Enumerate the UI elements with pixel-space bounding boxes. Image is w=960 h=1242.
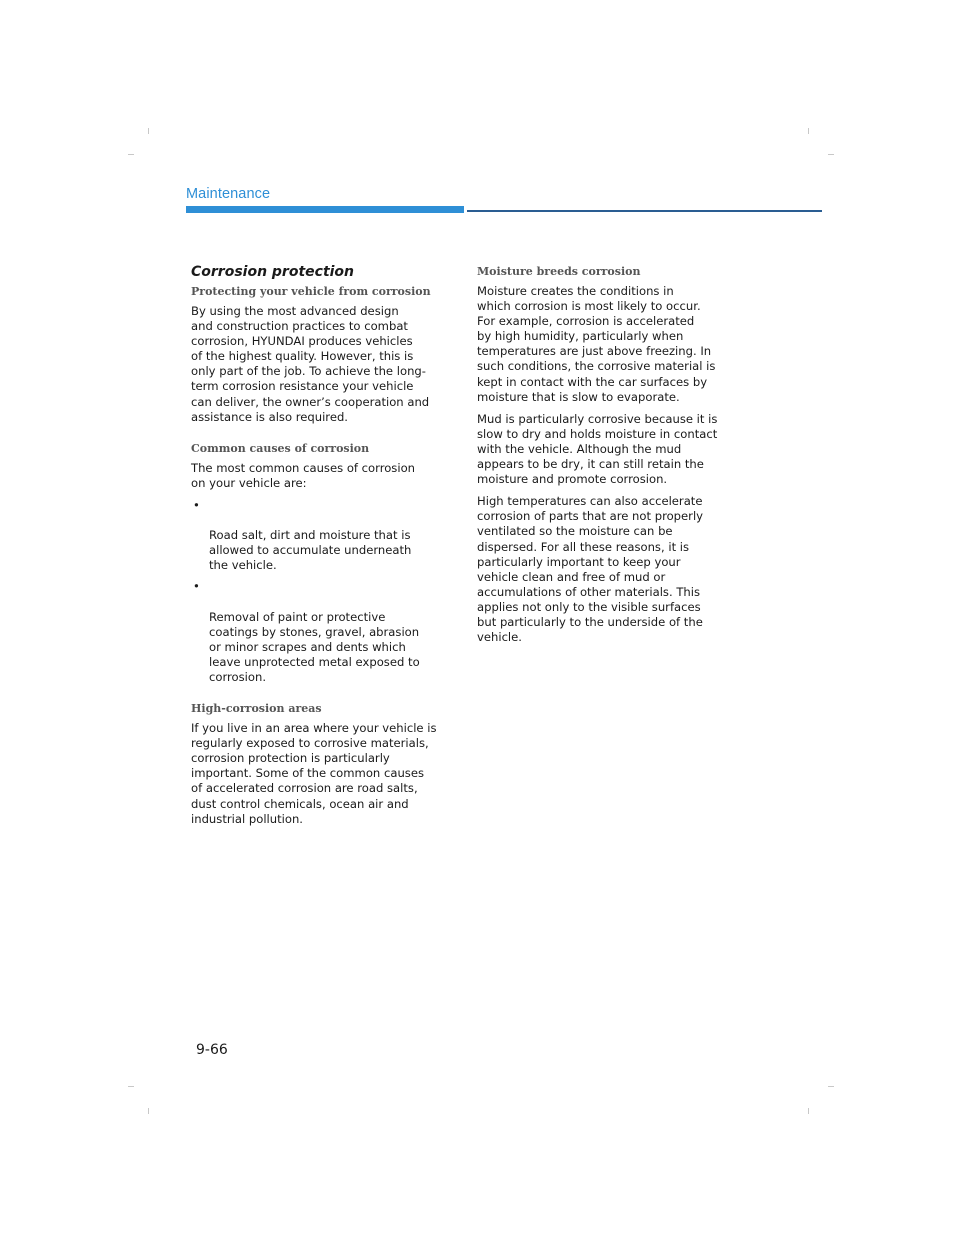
page-title: Corrosion protection: [191, 264, 355, 280]
crop-mark: [808, 1108, 809, 1114]
list-item-text: Road salt, dirt and moisture that is allowed to accumulate underneath the vehicle.: [209, 528, 412, 573]
right-column: [477, 265, 739, 652]
header-rule: [467, 210, 822, 212]
header-accent-bar: [186, 206, 464, 213]
paragraph-moisture-2: Mud is particularly corrosive because it is slow to dry and holds moisture in contact with the vehicle. Although the mud appears to be dry, it can still retain the moisture and promote corrosion.: [477, 411, 718, 487]
crop-mark: [828, 1086, 834, 1087]
list-item: [191, 579, 459, 685]
paragraph-moisture-3: High temperatures can also accelerate corrosion of parts that are not properly ventilated so the moisture can be dispersed. For all these reasons, it is particularly important to keep your vehicle clean and free of mud or accumulations of other materials. This applies not only to the visible surfaces but particularly to the underside of the vehicle.: [477, 494, 704, 645]
section-title: Maintenance: [186, 186, 271, 202]
subheading-protecting: Protecting your vehicle from corrosion: [191, 285, 431, 298]
crop-mark: [128, 1086, 134, 1087]
bullet-icon: •: [193, 497, 200, 512]
page-number: 9-66: [196, 1042, 228, 1058]
crop-mark: [128, 154, 134, 155]
crop-mark: [148, 1108, 149, 1114]
list-item: [191, 498, 459, 573]
subheading-common-causes: Common causes of corrosion: [191, 441, 370, 455]
crop-mark: [808, 128, 809, 134]
paragraph-protecting: By using the most advanced design and construction practices to combat corrosion, HYUNDAI produces vehicles of the highest quality. However, this is only part of the job. To achieve the long- term corrosion resistance your vehicle can deliver, the owner’s cooperation and assistance is also required.: [191, 304, 430, 424]
causes-list: [191, 498, 459, 685]
list-item-text: Removal of paint or protective coatings by stones, gravel, abrasion or minor scrapes and dents which leave unprotected metal exposed to corrosion.: [209, 609, 420, 684]
crop-mark: [148, 128, 149, 134]
left-column: [191, 264, 459, 834]
paragraph-common-causes-intro: The most common causes of corrosion on your vehicle are:: [191, 460, 416, 490]
paragraph-high-corrosion: If you live in an area where your vehicle is regularly exposed to corrosive materials, corrosion protection is particularly important. Some of the common causes of accelerated corrosion are road salts, dust control chemicals, ocean air and industrial pollution.: [191, 721, 437, 826]
subheading-moisture: Moisture breeds corrosion: [477, 265, 641, 278]
bullet-icon: •: [193, 579, 200, 594]
spacer: [191, 692, 459, 702]
spacer: [191, 432, 459, 442]
paragraph-moisture-1: Moisture creates the conditions in which corrosion is most likely to occur. For example, corrosion is accelerated by high humidity, particularly when temperatures are just above freezing. In such conditions, the corrosive material is kept in contact with the car surfaces by moisture that is slow to evaporate.: [477, 284, 716, 404]
crop-mark: [828, 154, 834, 155]
subheading-high-corrosion: High-corrosion areas: [191, 702, 322, 716]
